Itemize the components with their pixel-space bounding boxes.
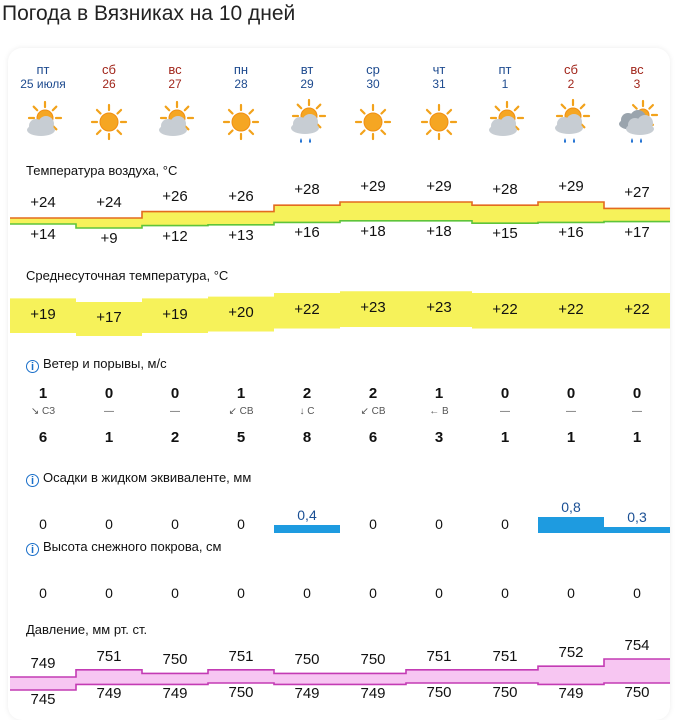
day-date: 31	[432, 77, 446, 91]
sun-icon	[422, 105, 456, 139]
partly-cloudy-icon	[27, 102, 61, 136]
snow-value: 0	[633, 585, 641, 601]
pressure-max-value: 751	[492, 647, 518, 665]
sun-icon	[92, 105, 126, 139]
pressure-min-value: 745	[30, 691, 56, 708]
precip-value: 0	[501, 516, 509, 532]
wind-direction: ↙ СВ	[228, 406, 254, 417]
temp-min-value: +16	[558, 224, 584, 242]
wind-speed: 0	[632, 385, 642, 402]
day-of-week: вс	[630, 62, 644, 77]
temp-max-value: +28	[492, 181, 518, 199]
day-date: 28	[234, 77, 248, 91]
avg-temp-value: +23	[360, 299, 386, 317]
temp-max-value: +27	[624, 184, 650, 202]
precip-value: 0	[369, 516, 377, 532]
day-date: 3	[633, 77, 641, 91]
pressure-min-value: 750	[624, 684, 650, 701]
day-of-week: сб	[102, 62, 116, 77]
day-of-week: ср	[366, 62, 380, 77]
sun-icon	[356, 105, 390, 139]
wind-direction: ↓ С	[299, 406, 315, 417]
wind-label-text: Ветер и порывы, м/с	[43, 356, 167, 371]
wind-direction: —	[104, 406, 114, 417]
day-date: 26	[102, 77, 116, 91]
temp-min-value: +17	[624, 223, 650, 241]
info-icon[interactable]: i	[26, 360, 39, 373]
temp-max-value: +29	[360, 178, 386, 195]
pressure-min-value: 749	[360, 685, 386, 703]
day-date: 30	[366, 77, 380, 91]
info-icon[interactable]: i	[26, 474, 39, 487]
precip-bar	[274, 525, 340, 533]
wind-speed: 0	[170, 385, 180, 402]
day-date: 2	[567, 77, 575, 91]
partly-cloudy-icon	[489, 102, 523, 136]
avg-temp-value: +22	[624, 300, 650, 318]
temp-min-value: +13	[228, 226, 254, 244]
day-of-week: вс	[168, 62, 182, 77]
pressure-min-value: 750	[492, 684, 518, 701]
snow-value: 0	[237, 585, 245, 601]
wind-speed: 0	[104, 385, 114, 402]
precip-value: 0	[237, 516, 245, 532]
page-title: Погода в Вязниках на 10 дней	[2, 2, 296, 25]
snow-value: 0	[39, 585, 47, 601]
avg-temp-value: +20	[228, 304, 254, 322]
day-of-week: пт	[36, 62, 50, 77]
pressure-max-value: 750	[162, 651, 188, 669]
pressure-max-value: 752	[558, 644, 584, 662]
wind-speed: 2	[368, 385, 378, 402]
wind-gusts: 6	[38, 429, 48, 446]
wind-direction: ↙ СВ	[360, 406, 386, 417]
avg-temp-value: +17	[96, 309, 122, 326]
pressure-max-value: 751	[228, 647, 254, 665]
day-date: 25 июля	[20, 77, 66, 91]
precip-value: 0	[105, 516, 113, 532]
cloudy-rain-icon	[619, 101, 657, 143]
snow-value: 0	[303, 585, 311, 601]
precip-value: 0	[435, 516, 443, 532]
snow-value: 0	[171, 585, 179, 601]
pressure-max-value: 750	[294, 651, 320, 669]
temp-min-value: +18	[426, 222, 452, 240]
day-of-week: пт	[498, 62, 512, 77]
avg-temperature-label: Среднесуточная температура, °C	[26, 268, 229, 283]
partly-cloudy-rain-icon	[291, 100, 325, 143]
partly-cloudy-rain-icon	[555, 100, 589, 143]
day-of-week: чт	[432, 62, 446, 77]
wind-direction: —	[632, 406, 642, 417]
pressure-min-value: 749	[96, 685, 122, 703]
day-date: 27	[168, 77, 182, 91]
avg-temp-value: +22	[294, 300, 320, 318]
precip-value: 0,3	[627, 509, 647, 525]
wind-speed: 2	[302, 385, 312, 402]
pressure-min-value: 750	[426, 684, 452, 701]
temperature-label: Температура воздуха, °C	[26, 163, 178, 178]
wind-gusts: 1	[500, 429, 510, 446]
avg-temp-value: +22	[558, 300, 584, 318]
wind-speed: 1	[434, 385, 444, 402]
wind-direction: —	[500, 406, 510, 417]
pressure-max-value: 751	[426, 647, 452, 665]
wind-gusts: 2	[170, 429, 180, 446]
wind-gusts: 1	[566, 429, 576, 446]
precip-value: 0,4	[297, 507, 317, 523]
wind-direction: —	[170, 406, 180, 417]
temp-max-value: +29	[426, 178, 452, 195]
temp-max-value: +29	[558, 178, 584, 195]
temp-min-value: +16	[294, 224, 320, 242]
pressure-label: Давление, мм рт. ст.	[26, 622, 148, 637]
pressure-max-value: 749	[30, 655, 56, 672]
info-icon[interactable]: i	[26, 543, 39, 556]
temp-max-value: +24	[30, 194, 56, 211]
precip-value: 0	[39, 516, 47, 532]
precip-bar	[604, 527, 670, 533]
precip-value: 0,8	[561, 499, 581, 515]
precip-value: 0	[171, 516, 179, 532]
wind-gusts: 8	[302, 429, 312, 446]
pressure-min-value: 749	[294, 685, 320, 703]
sun-icon	[224, 105, 258, 139]
precip-bar	[538, 517, 604, 533]
temp-max-value: +28	[294, 181, 320, 199]
temp-min-value: +12	[162, 227, 188, 245]
wind-speed: 0	[500, 385, 510, 402]
snow-value: 0	[435, 585, 443, 601]
wind-gusts: 1	[104, 429, 114, 446]
wind-direction: ↘ СЗ	[30, 406, 56, 417]
avg-temp-value: +23	[426, 299, 452, 317]
day-date: 29	[300, 77, 314, 91]
partly-cloudy-icon	[159, 102, 193, 136]
day-of-week: сб	[564, 62, 578, 77]
wind-direction: ← В	[429, 406, 449, 417]
avg-temp-value: +22	[492, 300, 518, 318]
day-of-week: пн	[233, 62, 249, 77]
avg-temp-value: +19	[162, 305, 188, 323]
avg-temp-value: +19	[30, 305, 56, 323]
wind-gusts: 3	[434, 429, 444, 446]
pressure-min-value: 750	[228, 684, 254, 701]
temp-min-value: +15	[492, 225, 518, 243]
snow-value: 0	[567, 585, 575, 601]
pressure-min-value: 749	[162, 685, 188, 703]
pressure-max-value: 750	[360, 651, 386, 669]
wind-gusts: 6	[368, 429, 378, 446]
day-of-week: вт	[300, 62, 314, 77]
wind-speed: 1	[236, 385, 246, 402]
pressure-min-value: 749	[558, 685, 584, 703]
temp-max-value: +26	[162, 187, 188, 205]
temp-min-value: +18	[360, 222, 386, 240]
snow-value: 0	[369, 585, 377, 601]
wind-gusts: 1	[632, 429, 642, 446]
wind-gusts: 5	[236, 429, 246, 446]
temp-max-value: +24	[96, 194, 122, 211]
wind-direction: —	[566, 406, 576, 417]
wind-speed: 1	[38, 385, 48, 402]
snow-label-text: Высота снежного покрова, см	[43, 539, 222, 554]
wind-speed: 0	[566, 385, 576, 402]
day-date: 1	[501, 77, 509, 91]
pressure-max-value: 754	[624, 637, 650, 654]
pressure-max-value: 751	[96, 647, 122, 665]
precip-label-text: Осадки в жидком эквиваленте, мм	[43, 470, 252, 485]
snow-value: 0	[501, 585, 509, 601]
temp-max-value: +26	[228, 187, 254, 205]
temp-min-value: +14	[30, 226, 56, 243]
snow-value: 0	[105, 585, 113, 601]
temp-min-value: +9	[100, 230, 118, 247]
